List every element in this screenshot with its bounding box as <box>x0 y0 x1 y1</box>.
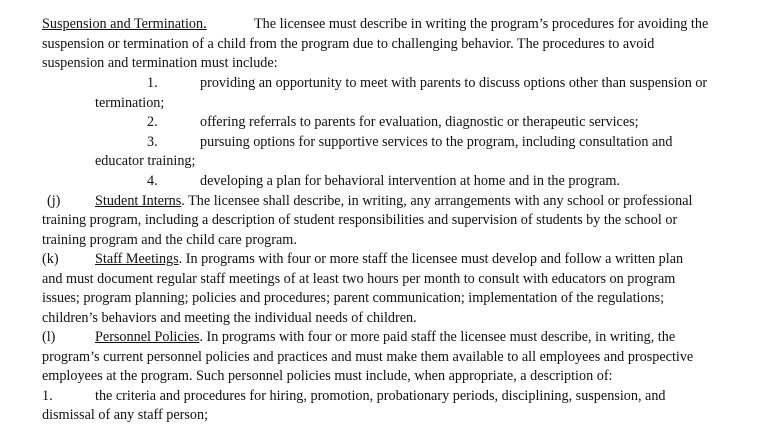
interns-line-1-text: . The licensee shall describe, in writing, any arrangements with any school or professional <box>181 193 693 209</box>
suspension-item-4-text: developing a plan for behavioral intervention at home and in the program. <box>200 173 620 189</box>
meetings-heading: Staff Meetings <box>95 251 179 267</box>
suspension-item-2-text: offering referrals to parents for evaluation, diagnostic or therapeutic services; <box>200 114 639 130</box>
personnel-item-1-number: 1. <box>42 388 53 404</box>
suspension-intro-line-1: The licensee must describe in writing the program’s procedures for avoiding the <box>254 16 709 32</box>
interns-marker: (j) <box>47 193 61 209</box>
suspension-item-1-text: providing an opportunity to meet with parents to discuss options other than suspension or <box>200 75 708 91</box>
interns-line-2: training program, including a description of student responsibilities and supervision of students by the school or <box>42 212 678 228</box>
personnel-line-1 <box>95 329 675 346</box>
personnel-item-1-continuation: dismissal of any staff person; <box>42 407 209 423</box>
suspension-item-4-number: 4. <box>147 173 158 189</box>
personnel-line-2: program’s current personnel policies and practices and must make them available to all employees and prospective <box>42 349 694 365</box>
personnel-heading: Personnel Policies <box>95 329 200 345</box>
suspension-item-3-text: pursuing options for supportive services to the program, including consultation and <box>200 134 673 150</box>
suspension-item-3-continuation: educator training; <box>95 153 196 169</box>
interns-line-3: training program and the child care program. <box>42 232 297 248</box>
suspension-item-1-number: 1. <box>147 75 158 91</box>
personnel-marker: (l) <box>42 329 56 345</box>
suspension-item-1-continuation: termination; <box>95 95 165 111</box>
personnel-item-1-text: the criteria and procedures for hiring, promotion, probationary periods, disciplining, suspension, and <box>95 388 666 404</box>
meetings-line-4: children’s behaviors and meeting the individual needs of children. <box>42 310 417 326</box>
personnel-line-1-text: . In programs with four or more paid staff the licensee must describe, in writing, the <box>199 329 676 345</box>
meetings-line-3: issues; program planning; policies and procedures; parent communication; implementation of the regulations; <box>42 290 665 306</box>
suspension-item-3-number: 3. <box>147 134 158 150</box>
suspension-heading: Suspension and Termination. <box>42 16 207 32</box>
suspension-item-2-number: 2. <box>147 114 158 130</box>
personnel-line-3: employees at the program. Such personnel policies must include, when appropriate, a description of: <box>42 368 613 384</box>
meetings-marker: (k) <box>42 251 59 267</box>
interns-heading: Student Interns <box>95 193 182 209</box>
suspension-intro-line-2: suspension or termination of a child from the program due to challenging behavior. The procedures to avoid <box>42 36 655 52</box>
meetings-line-1-text: . In programs with four or more staff the licensee must develop and follow a written plan <box>178 251 684 267</box>
interns-line-1 <box>95 193 692 210</box>
meetings-line-1 <box>95 251 683 268</box>
suspension-heading-line <box>42 16 207 33</box>
meetings-line-2: and must document regular staff meetings of at least two hours per month to consult with educators on program <box>42 271 676 287</box>
suspension-intro-line-3: suspension and termination must include: <box>42 55 278 71</box>
